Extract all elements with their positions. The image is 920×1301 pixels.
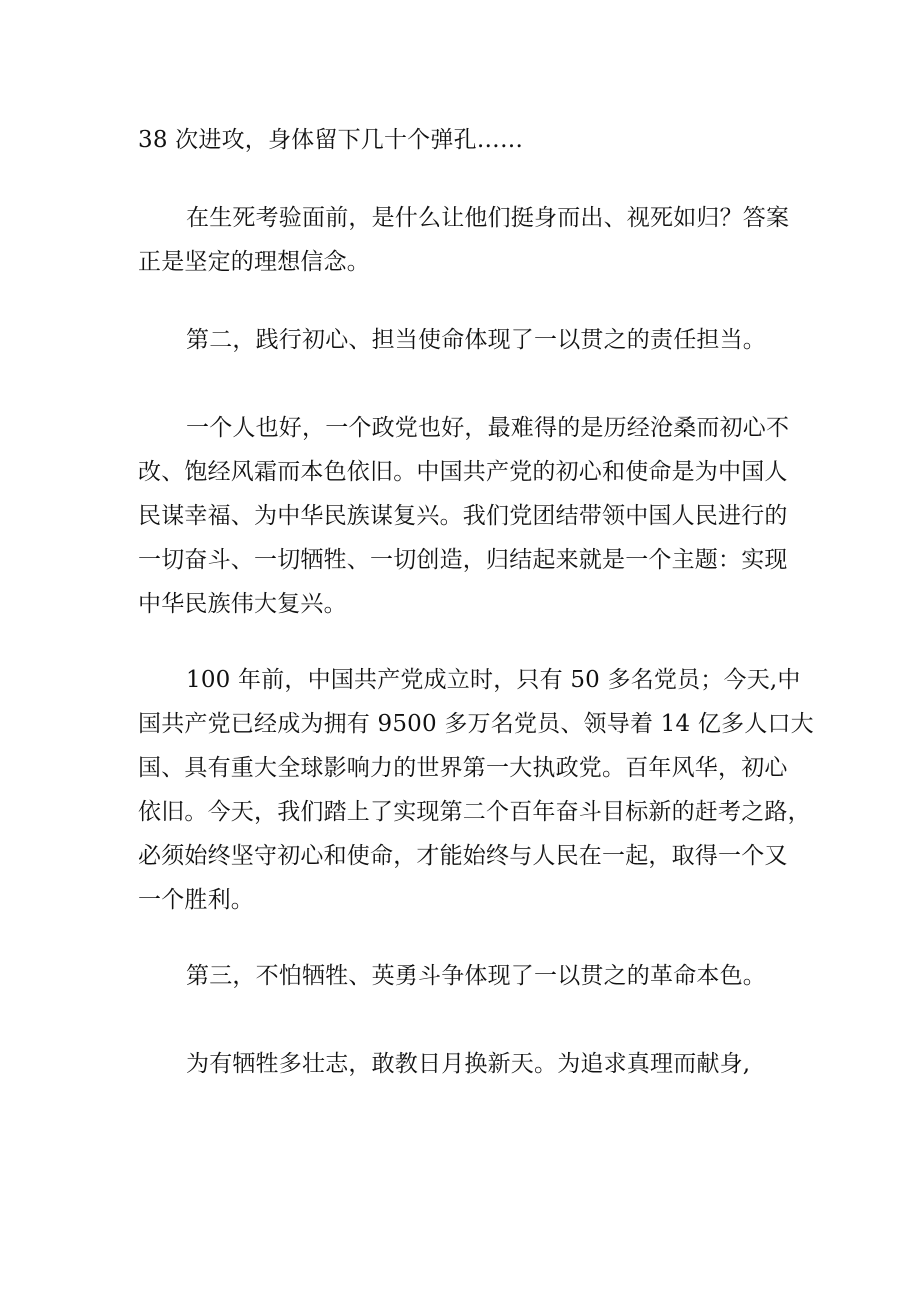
paragraph-hundred-years <box>138 658 814 922</box>
section-heading-second <box>138 318 784 362</box>
paragraph-faith-question <box>138 196 790 284</box>
text-line: 国、具有重大全球影响力的世界第一大执政党。百年风华，初心 <box>138 755 788 781</box>
text-line: 第二，践行初心、担当使命体现了一以贯之的责任担当。 <box>186 327 766 353</box>
text-line: 国共产党已经成为拥有 9500 多万名党员、领导着 14 亿多人口大 <box>138 711 814 737</box>
text-line: 在生死考验面前，是什么让他们挺身而出、视死如归？答案 <box>186 205 790 231</box>
text-line: 第三，不怕牺牲、英勇斗争体现了一以贯之的革命本色。 <box>186 963 766 989</box>
text-line: 100 年前，中国共产党成立时，只有 50 多名党员；今天,中 <box>186 667 801 693</box>
text-line: 依旧。今天，我们踏上了实现第二个百年奋斗目标新的赶考之路， <box>138 799 811 825</box>
section-heading-third <box>138 954 784 998</box>
paragraph-sacrifice <box>138 1042 784 1086</box>
text-line: 必须始终坚守初心和使命，才能始终与人民在一起，取得一个又 <box>138 843 788 869</box>
text-line: 一个胜利。 <box>138 887 254 913</box>
text-line: 38 次进攻，身体留下几十个弹孔…… <box>138 127 524 153</box>
text-line: 一切奋斗、一切牺牲、一切创造，归结起来就是一个主题：实现 <box>138 547 788 573</box>
text-line: 中华民族伟大复兴。 <box>138 591 347 617</box>
text-line: 正是坚定的理想信念。 <box>138 249 370 275</box>
text-line: 改、饱经风霜而本色依旧。中国共产党的初心和使命是为中国人 <box>138 459 788 485</box>
text-line: 一个人也好，一个政党也好，最难得的是历经沧桑而初心不 <box>186 415 790 441</box>
text-line: 民谋幸福、为中华民族谋复兴。我们党团结带领中国人民进行的 <box>138 503 788 529</box>
paragraph-continuation <box>138 118 784 162</box>
paragraph-original-aspiration <box>138 406 790 626</box>
text-line: 为有牺牲多壮志，敢教日月换新天。为追求真理而献身, <box>186 1051 751 1077</box>
